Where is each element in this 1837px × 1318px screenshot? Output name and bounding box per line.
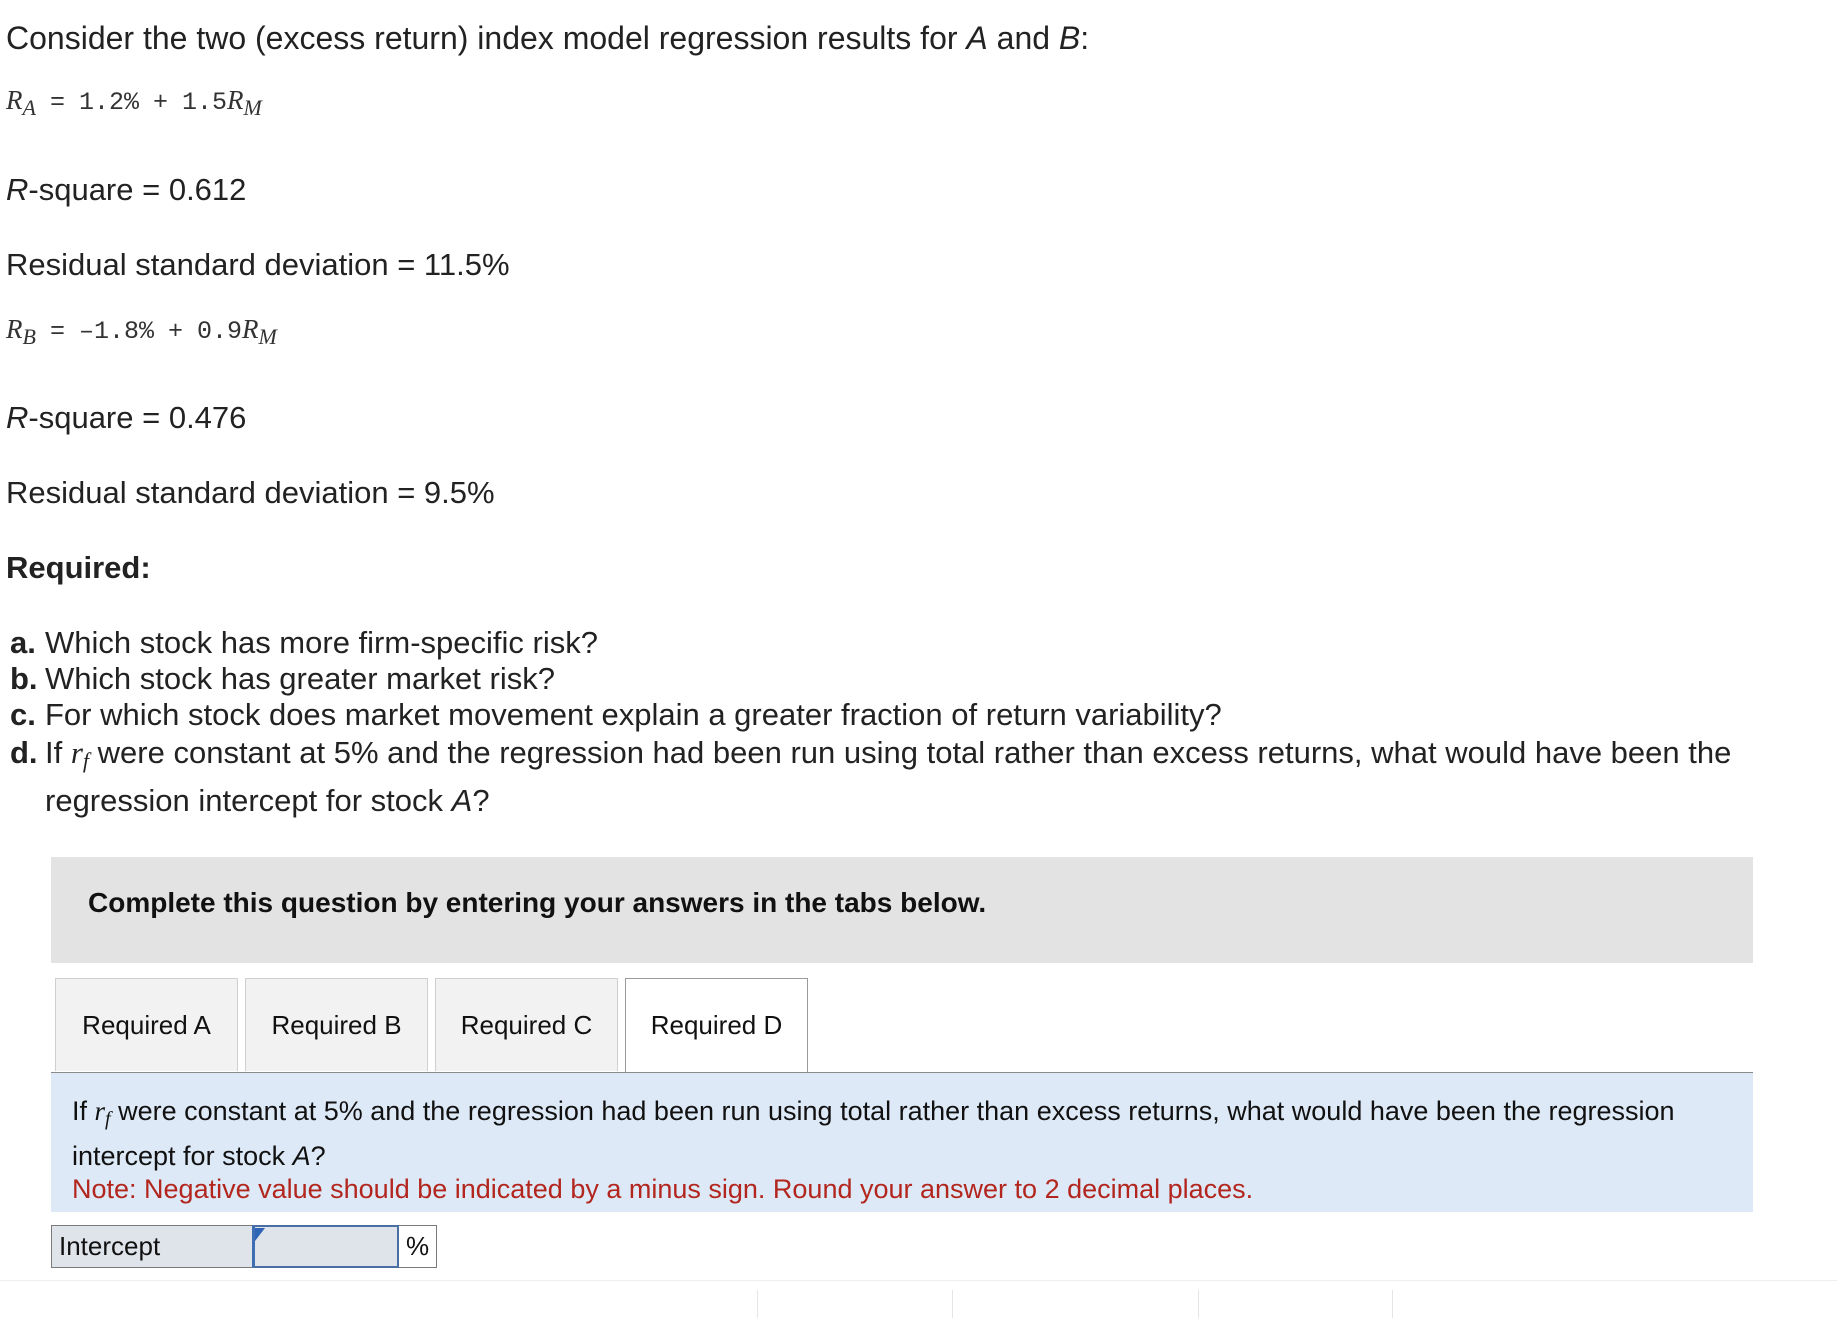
prompt-end: ? [310,1141,326,1171]
r-square-b [6,398,246,438]
prompt-rf [94,1096,111,1130]
eq-a-lhs-sub: A [22,95,36,120]
footer-separator [952,1290,953,1318]
required-heading: Required: [6,550,151,585]
eq-b-lhs: R [6,314,23,344]
tab-required-b[interactable]: Required B [245,978,428,1071]
intercept-input[interactable] [252,1225,399,1268]
intro-lead: Consider the two (excess return) index model regression results for [6,20,967,56]
footer-separator [1198,1290,1199,1318]
prompt-text: were constant at 5% and the regression had been run using total rather than excess returns, what would have been the regression intercept for stock [72,1096,1675,1171]
question-d-rf-sub: f [82,748,90,773]
eq-b-beta: 0.9 [197,317,243,346]
question-a-text: Which stock has more firm-specific risk? [45,625,598,660]
question-d-text: were constant at 5% and the regression had been run using total rather than excess returns, what would have been the regression intercept for stock [45,735,1732,818]
eq-a-beta: 1.5 [182,88,228,117]
r-square-a-symbol: R [6,172,29,207]
answer-prompt [72,1093,1732,1175]
intro-text [6,18,1089,58]
r-square-b-value: -square = 0.476 [28,400,247,435]
question-d-rf-symbol: r [70,735,83,770]
prompt-rf-sub: f [105,1108,111,1130]
input-flag-icon [255,1228,265,1241]
equation-b [6,313,277,353]
question-b [10,661,1810,697]
question-c [10,697,1810,733]
intercept-label: Intercept [51,1225,252,1268]
question-a [10,625,1810,661]
tab-required-c[interactable]: Required C [435,978,618,1071]
answer-panel [51,1073,1753,1212]
r-square-b-symbol: R [6,400,29,435]
r-square-a-value: -square = 0.612 [28,172,247,207]
eq-b-plus: + [167,317,183,346]
eq-a-equals: = [49,88,65,117]
prompt-stock: A [292,1141,311,1171]
footer-separator [1392,1290,1393,1318]
question-d-if: If [45,735,71,770]
instruction-text: Complete this question by entering your answers in the tabs below. [88,887,987,918]
question-d-end: ? [472,783,490,818]
eq-b-rhs-sub: M [258,324,277,349]
tab-required-a[interactable]: Required A [55,978,238,1071]
rounding-note: Note: Negative value should be indicated by a minus sign. Round your answer to 2 decimal places. [72,1174,1254,1204]
eq-b-equals: = [49,317,65,346]
prompt-if: If [72,1096,95,1126]
question-b-text: Which stock has greater market risk? [45,661,555,696]
question-a-letter: a. [10,625,36,660]
question-b-letter: b. [10,661,38,696]
question-c-text: For which stock does market movement explain a greater fraction of return variability? [45,697,1222,732]
intro-stock-a: A [966,20,988,56]
tab-required-d[interactable]: Required D [625,978,808,1073]
question-d-letter: d. [10,735,38,770]
residual-sd-b: Residual standard deviation = 9.5% [6,475,495,510]
question-c-letter: c. [10,697,36,732]
eq-b-rhs: R [242,314,259,344]
question-d-rf [70,735,90,773]
prompt-rf-symbol: r [94,1096,106,1126]
question-d [10,733,1810,821]
question-d-stock: A [451,783,473,818]
eq-a-intercept: 1.2% [78,88,139,117]
footer-divider [0,1280,1837,1281]
r-square-a [6,170,246,210]
percent-unit: % [399,1225,437,1268]
instruction-banner [51,857,1753,963]
footer-separator [757,1290,758,1318]
eq-b-intercept: –1.8% [78,317,154,346]
eq-a-rhs: R [227,85,244,115]
intro-stock-b: B [1058,20,1081,56]
eq-a-lhs: R [6,85,23,115]
intro-and: and [987,20,1059,56]
eq-a-rhs-sub: M [243,95,262,120]
eq-a-plus: + [152,88,168,117]
question-list [10,625,1810,821]
intro-colon: : [1080,20,1090,56]
eq-b-lhs-sub: B [22,324,36,349]
equation-a [6,84,262,124]
residual-sd-a: Residual standard deviation = 11.5% [6,247,510,282]
